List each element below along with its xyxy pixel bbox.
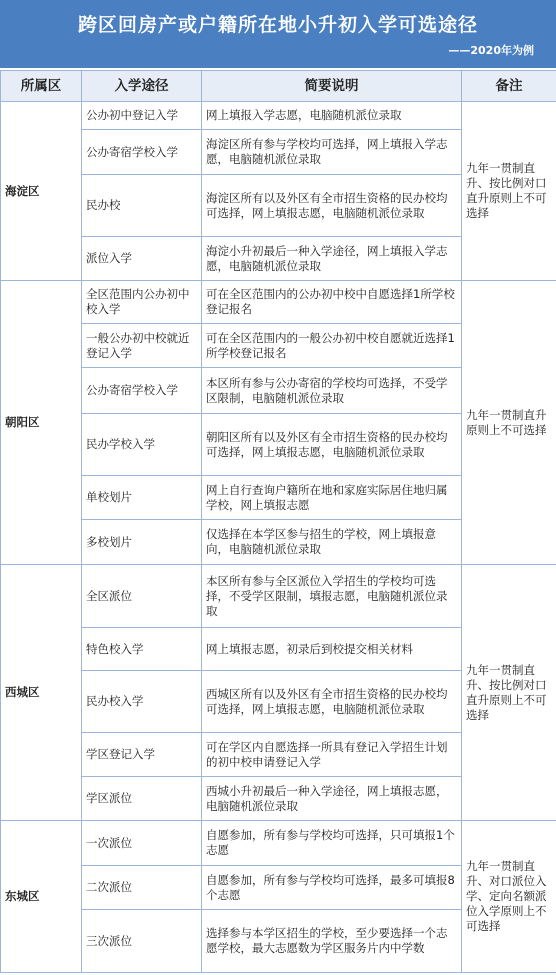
path-cell: 特色校入学	[82, 628, 202, 671]
table-row	[1, 821, 556, 866]
district-chaoyang: 朝阳区	[1, 281, 82, 565]
path-cell: 一般公办初中校就近登记入学	[82, 324, 202, 368]
description-cell: 海淀区所有以及外区有全市招生资格的民办校均可选择，网上填报志愿，电脑随机派位录取	[202, 175, 462, 237]
description-cell: 可在学区内自愿选择一所具有登记入学招生计划的初中校申请登记入学	[202, 733, 462, 777]
description-cell: 自愿参加，所有参与学校均可选择，只可填报1个志愿	[202, 821, 462, 866]
note-xicheng: 九年一贯制直升、按比例对口直升原则上不可选择	[462, 565, 556, 821]
description-cell: 本区所有参与公办寄宿的学校均可选择，不受学区限制，电脑随机派位录取	[202, 368, 462, 414]
district-xicheng: 西城区	[1, 565, 82, 821]
path-cell: 公办寄宿学校入学	[82, 368, 202, 414]
path-cell: 公办寄宿学校入学	[82, 130, 202, 175]
description-cell: 朝阳区所有以及外区有全市招生资格的民办校均可选择，网上填报志愿，电脑随机派位录取	[202, 414, 462, 476]
path-cell: 民办学校入学	[82, 414, 202, 476]
path-cell: 学区登记入学	[82, 733, 202, 777]
description-cell: 可在全区范围内的一般公办初中校自愿就近选择1所学校登记报名	[202, 324, 462, 368]
column-header-path: 入学途径	[82, 71, 202, 102]
table-row	[1, 281, 556, 324]
page-title: 跨区回房产或户籍所在地小升初入学可选途径	[77, 14, 478, 36]
description-cell: 本区所有参与全区派位入学招生的学校均可选择，不受学区限制，填报志愿，电脑随机派位录取	[202, 565, 462, 628]
description-cell: 海淀小升初最后一种入学途径，网上填报入学志愿，电脑随机派位录取	[202, 237, 462, 281]
description-cell: 西城区所有以及外区有全市招生资格的民办校均可选择，网上填报志愿，电脑随机派位录取	[202, 671, 462, 733]
path-cell: 全区范围内公办初中校入学	[82, 281, 202, 324]
note-chaoyang: 九年一贯制直升原则上不可选择	[462, 281, 556, 565]
page-subtitle: ——2020年为例	[448, 44, 534, 57]
column-header-description: 简要说明	[202, 71, 462, 102]
path-cell: 二次派位	[82, 866, 202, 910]
path-cell: 民办校入学	[82, 671, 202, 733]
path-cell: 多校划片	[82, 520, 202, 565]
district-haidian: 海淀区	[1, 102, 82, 281]
description-cell: 网上填报入学志愿，电脑随机派位录取	[202, 102, 462, 130]
path-cell: 公办初中登记入学	[82, 102, 202, 130]
header-banner	[0, 0, 556, 68]
path-cell: 民办校	[82, 175, 202, 237]
path-cell: 学区派位	[82, 777, 202, 821]
column-header-note: 备注	[462, 71, 556, 102]
path-cell: 派位入学	[82, 237, 202, 281]
note-dongcheng: 九年一贯制直升、对口派位入学、定向名额派位入学原则上不可选择	[462, 821, 556, 973]
table-row	[1, 565, 556, 628]
path-cell: 单校划片	[82, 476, 202, 520]
district-dongcheng: 东城区	[1, 821, 82, 973]
description-cell: 网上填报志愿，初录后到校提交相关材料	[202, 628, 462, 671]
table-header-row	[1, 71, 556, 102]
column-header-district: 所属区	[1, 71, 82, 102]
description-cell: 西城小升初最后一种入学途径，网上填报志愿，电脑随机派位录取	[202, 777, 462, 821]
path-cell: 一次派位	[82, 821, 202, 866]
description-cell: 选择参与本学区招生的学校，至少要选择一个志愿学校，最大志愿数为学区服务片内中学数	[202, 910, 462, 973]
admission-paths-table	[0, 70, 556, 973]
description-cell: 海淀区所有参与学校均可选择，网上填报入学志愿，电脑随机派位录取	[202, 130, 462, 175]
note-haidian: 九年一贯制直升、按比例对口直升原则上不可选择	[462, 102, 556, 281]
description-cell: 仅选择在本学区参与招生的学校，网上填报意向，电脑随机派位录取	[202, 520, 462, 565]
path-cell: 三次派位	[82, 910, 202, 973]
path-cell: 全区派位	[82, 565, 202, 628]
description-cell: 网上自行查询户籍所在地和家庭实际居住地归属学校，网上填报志愿	[202, 476, 462, 520]
description-cell: 可在全区范围内的公办初中校中自愿选择1所学校登记报名	[202, 281, 462, 324]
table-row	[1, 102, 556, 130]
description-cell: 自愿参加，所有参与学校均可选择，最多可填报8个志愿	[202, 866, 462, 910]
